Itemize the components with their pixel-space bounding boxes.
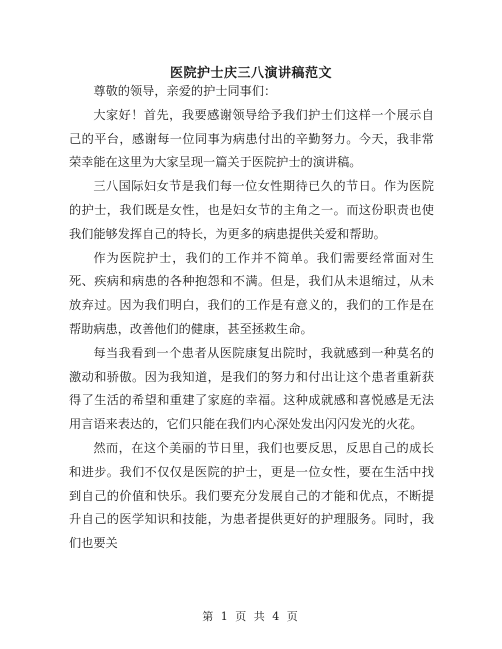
body-paragraph: 然而，在这个美丽的节日里，我们也要反思，反思自己的成长和进步。我们不仅仅是医院的护士，更是一位女性，要在生活中找到自己的价值和快乐。我们要充分发展自己的才能和优点，不断提升自己的医学知识和技能，为患者提供更好的护理服务。同时，我们也要关 bbox=[69, 440, 434, 551]
body-paragraph: 大家好！首先，我要感谢领导给予我们护士们这样一个展示自己的平台，感谢每一位同事为病患付出的辛勤努力。今天，我非常荣幸能在这里为大家呈现一篇关于医院护士的演讲稿。 bbox=[69, 107, 434, 170]
greeting-line: 尊敬的领导，亲爱的护士同事们： bbox=[93, 84, 277, 98]
document-body bbox=[69, 80, 434, 556]
page-number-footer: 第 1 页 共 4 页 bbox=[202, 610, 300, 623]
document-title: 医院护士庆三八演讲稿范文 bbox=[169, 66, 332, 81]
body-paragraph: 每当我看到一个患者从医院康复出院时，我就感到一种莫名的激动和骄傲。因为我知道，是我们的努力和付出让这个患者重新获得了生活的希望和重建了家庭的幸福。这种成就感和喜悦感是无法用言语来表达的，它们只能在我们内心深处发出闪闪发光的火花。 bbox=[69, 345, 434, 432]
body-paragraph: 三八国际妇女节是我们每一位女性期待已久的节日。作为医院的护士，我们既是女性，也是妇女节的主角之一。而这份职责也使我们能够发挥自己的特长，为更多的病患提供关爱和帮助。 bbox=[69, 179, 434, 241]
body-paragraph: 作为医院护士，我们的工作并不简单。我们需要经常面对生死、疾病和病患的各种抱怨和不满。但是，我们从未退缩过，从未放弃过。因为我们明白，我们的工作是有意义的，我们的工作是在帮助病患，改善他们的健康，甚至拯救生命。 bbox=[69, 250, 434, 336]
